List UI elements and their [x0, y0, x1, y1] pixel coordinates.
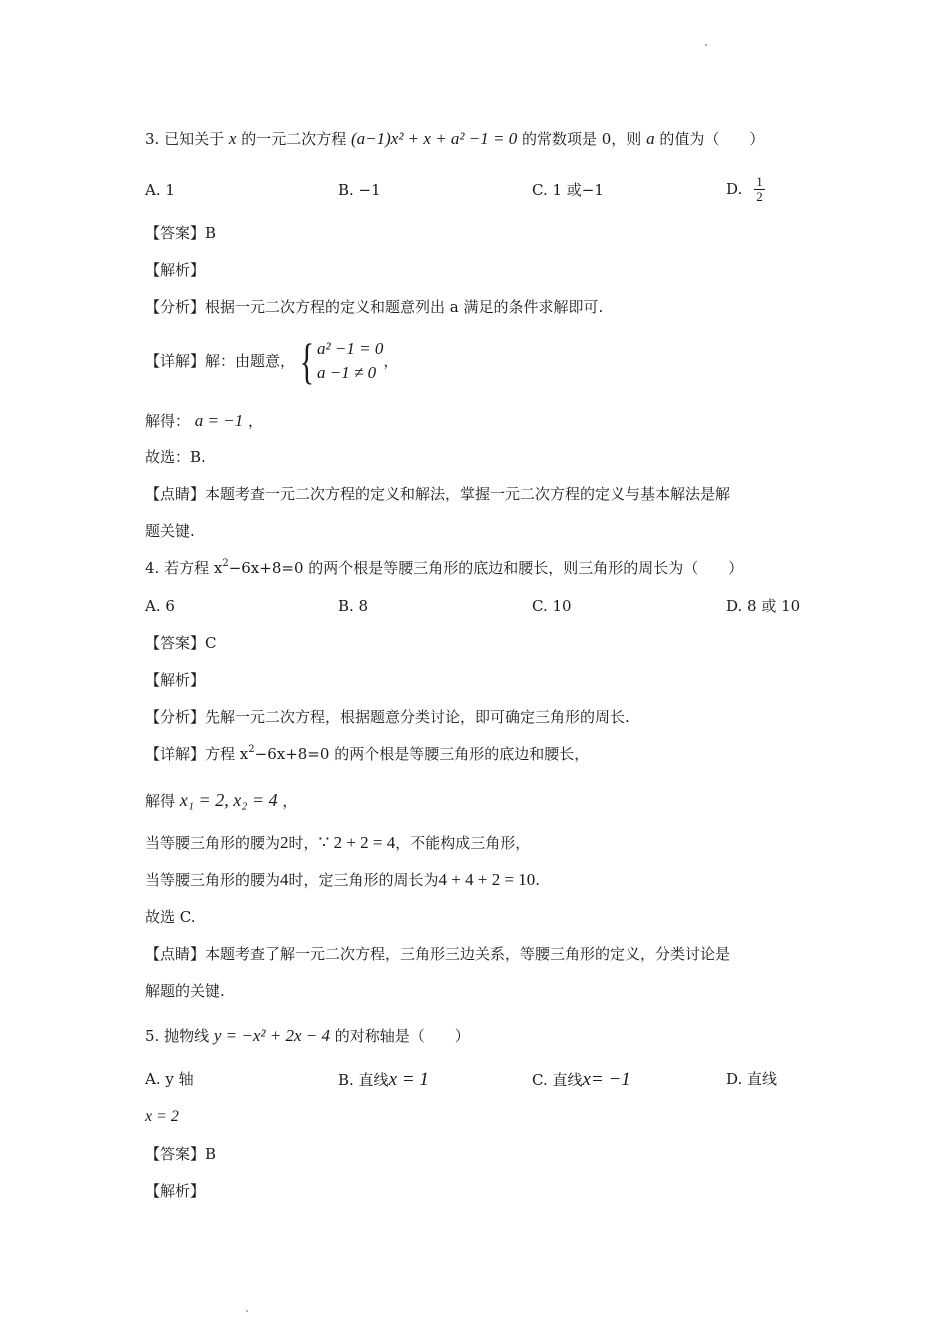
- solve-comma: ，: [248, 412, 264, 430]
- q3-option-a: A. 1: [145, 181, 175, 199]
- top-mark: [705, 44, 707, 46]
- q3-xiangjie: [145, 333, 399, 389]
- answer-value: B: [205, 224, 217, 242]
- solve-equation: a = −1: [194, 411, 244, 430]
- q3-stem-text3: 的常数项是 0，则: [522, 130, 642, 148]
- solve-equation: x₁ = 2, x₂ = 4: [179, 790, 278, 810]
- q3-stem: [145, 130, 764, 147]
- q3-jiexi: 【解析】: [145, 261, 206, 279]
- q5-option-b: [338, 1070, 429, 1089]
- q4-superscript: 2: [222, 558, 229, 569]
- fenxi-tag: 【分析】: [145, 708, 206, 726]
- q4-xiangjie: [145, 744, 590, 763]
- case1-text2: 时，: [288, 834, 319, 852]
- q3-dianjing: [145, 487, 730, 502]
- q3-dianjing-cont: 题关键.: [145, 522, 195, 540]
- q4-answer: [145, 636, 217, 651]
- q4-case1: [145, 834, 530, 851]
- case1-text3: ，不能构成三角形，: [395, 834, 531, 852]
- q4-option-c: C. 10: [532, 597, 572, 615]
- q5-option-d-wrap: x = 2: [145, 1108, 179, 1125]
- q5-stem: [145, 1027, 470, 1044]
- case2-number: 4: [280, 870, 289, 889]
- dianjing-tag: 【点睛】: [145, 945, 206, 963]
- q5-jiexi: 【解析】: [145, 1182, 206, 1200]
- answer-value: B: [205, 1145, 217, 1163]
- fenxi-text: 根据一元二次方程的定义和题意列出 a 满足的条件求解即可.: [205, 298, 604, 316]
- solve-text: 解得：: [145, 412, 191, 430]
- q5-stem-text2: 的对称轴是（ ）: [334, 1027, 470, 1045]
- dianjing-tag: 【点睛】: [145, 485, 206, 503]
- case2-period: .: [535, 871, 541, 889]
- fenxi-text: 先解一元二次方程，根据题意分类讨论，即可确定三角形的周长.: [205, 708, 630, 726]
- fraction-numerator: 1: [756, 174, 763, 189]
- xiangjie-tag: 【详解】: [145, 351, 206, 370]
- bottom-mark: [246, 1310, 248, 1312]
- solve-comma: ，: [282, 792, 298, 810]
- q5-option-c: [532, 1070, 631, 1089]
- q3-option-d-label: D.: [726, 179, 743, 198]
- q3-option-d: [726, 175, 765, 203]
- q5-option-d: D. 直线: [726, 1070, 778, 1088]
- q4-jiexi: 【解析】: [145, 671, 206, 689]
- dianjing-text: 本题考查了解一元二次方程，三角形三边关系，等腰三角形的定义，分类讨论是: [205, 945, 731, 963]
- system-line-1: a² −1 = 0: [317, 339, 384, 358]
- xiangjie-superscript: 2: [248, 744, 255, 755]
- q3-fenxi: [145, 300, 603, 315]
- xiangjie-tag: 【详解】: [145, 745, 206, 763]
- xiangjie-text: 方程 x: [205, 745, 249, 763]
- left-brace: {: [299, 333, 315, 389]
- option-b-text: B. 直线: [338, 1071, 389, 1089]
- q3-var-a: a: [646, 129, 655, 148]
- q4-stem: [145, 558, 744, 577]
- q5-stem-text: 5. 抛物线: [145, 1027, 210, 1045]
- q3-stem-text2: 的一元二次方程: [241, 130, 347, 148]
- q4-choose: 故选 C.: [145, 908, 196, 926]
- q4-stem-text2: −6x+8=0 的两个根是等腰三角形的底边和腰长，则三角形的周长为（ ）: [228, 559, 744, 577]
- xiangjie-text2: −6x+8=0 的两个根是等腰三角形的底边和腰长，: [254, 745, 590, 763]
- case1-equation: ∵ 2 + 2 = 4: [318, 833, 396, 852]
- q4-fenxi: [145, 710, 630, 725]
- q4-dianjing-cont: 解题的关键.: [145, 982, 225, 1000]
- dianjing-text: 本题考查一元二次方程的定义和解法，掌握一元二次方程的定义与基本解法是解: [205, 485, 731, 503]
- case1-text: 当等腰三角形的腰为: [145, 834, 281, 852]
- case2-text2: 时，定三角形的周长为: [288, 871, 439, 889]
- q3-solve: [145, 412, 263, 429]
- q3-option-b: B. −1: [338, 181, 381, 199]
- system-line-2: a −1 ≠ 0: [317, 363, 377, 382]
- q5-answer: [145, 1147, 216, 1162]
- xiangjie-text: 解：由题意，: [205, 351, 296, 370]
- fraction-denominator: 2: [756, 188, 763, 204]
- q3-equation: (a−1)x² + x + a² −1 = 0: [351, 129, 518, 148]
- q4-option-d: D. 8 或 10: [726, 597, 801, 615]
- fenxi-tag: 【分析】: [145, 298, 206, 316]
- case2-equation: 4 + 4 + 2 = 10: [438, 870, 536, 889]
- solve-text: 解得: [145, 792, 176, 810]
- answer-tag: 【答案】: [145, 634, 206, 652]
- q3-var-x: x: [228, 129, 237, 148]
- q3-answer: [145, 226, 216, 241]
- q4-case2: [145, 871, 540, 888]
- q3-choose: 故选：B.: [145, 448, 206, 466]
- answer-tag: 【答案】: [145, 1145, 206, 1163]
- q3-option-c: C. 1 或−1: [532, 181, 604, 199]
- q4-option-a: A. 6: [145, 597, 175, 615]
- option-b-equation: x = 1: [388, 1069, 429, 1090]
- system-comma: ，: [383, 351, 399, 370]
- q4-stem-text: 4. 若方程 x: [145, 559, 223, 577]
- case2-text: 当等腰三角形的腰为: [145, 871, 281, 889]
- equation-system: [317, 337, 383, 385]
- q3-option-d-fraction: [754, 175, 765, 203]
- case1-number: 2: [280, 833, 289, 852]
- option-c-equation: x= −1: [582, 1069, 631, 1090]
- q4-solve: [145, 791, 297, 809]
- answer-tag: 【答案】: [145, 224, 206, 242]
- q5-equation: y = −x² + 2x − 4: [213, 1026, 330, 1045]
- option-c-text: C. 直线: [532, 1071, 583, 1089]
- q3-stem-text: 3. 已知关于: [145, 130, 225, 148]
- q4-option-b: B. 8: [338, 597, 369, 615]
- q3-stem-end: 的值为（ ）: [659, 130, 765, 148]
- answer-value: C: [205, 634, 217, 652]
- q4-dianjing: [145, 947, 730, 962]
- q5-option-a: A. y 轴: [145, 1070, 194, 1088]
